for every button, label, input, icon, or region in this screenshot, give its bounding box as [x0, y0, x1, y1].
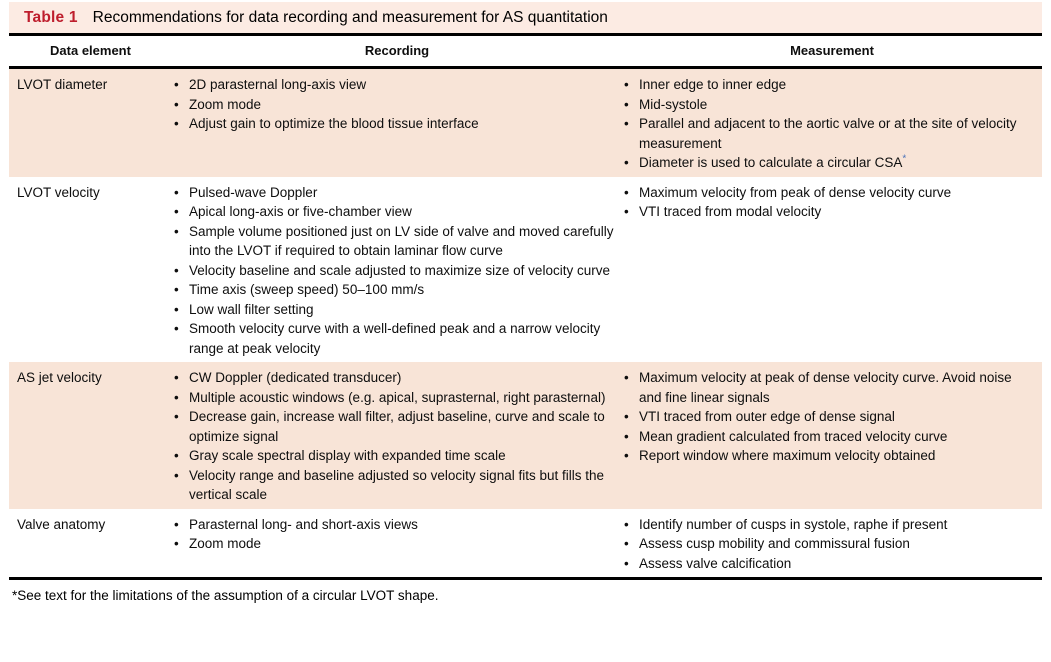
bullet-item: • Parasternal long- and short-axis views	[172, 515, 622, 535]
column-headers	[9, 36, 1042, 66]
table-row	[9, 177, 1042, 363]
data-element-cell: LVOT velocity	[17, 184, 100, 200]
table-number: Table 1	[24, 8, 78, 26]
bullet-item: • CW Doppler (dedicated transducer)	[172, 368, 622, 388]
measurement-cell	[622, 368, 1042, 505]
bullet-list	[172, 183, 622, 359]
bullet-list	[172, 368, 622, 505]
recording-cell	[172, 515, 622, 574]
table-caption: Recommendations for data recording and measurement for AS quantitation	[92, 8, 608, 26]
table-row	[9, 509, 1042, 578]
table-row	[9, 362, 1042, 509]
bullet-item: • Apical long-axis or five-chamber view	[172, 202, 622, 222]
bullet-item: • Adjust gain to optimize the blood tissue interface	[172, 114, 622, 134]
bullet-list	[172, 75, 622, 134]
bullet-item: • Mid-systole	[622, 95, 1042, 115]
bullet-item: • Multiple acoustic windows (e.g. apical, suprasternal, right parasternal)	[172, 388, 622, 408]
bullet-item: • Gray scale spectral display with expanded time scale	[172, 446, 622, 466]
bullet-item: • Time axis (sweep speed) 50–100 mm/s	[172, 280, 622, 300]
bullet-list	[622, 515, 1042, 574]
footnote-marker: *	[902, 153, 907, 165]
bullet-item: • Inner edge to inner edge	[622, 75, 1042, 95]
table1	[9, 2, 1042, 603]
column-header-data-element: Data element	[50, 42, 131, 58]
recording-cell	[172, 183, 622, 359]
bullet-item: • VTI traced from modal velocity	[622, 202, 1042, 222]
bullet-item: • Mean gradient calculated from traced velocity curve	[622, 427, 1042, 447]
bullet-list	[622, 183, 1042, 222]
bullet-item: • Maximum velocity at peak of dense velocity curve. Avoid noise and fine linear signals	[622, 368, 1042, 407]
bullet-item: • Zoom mode	[172, 95, 622, 115]
bullet-list	[622, 368, 1042, 466]
bullet-list	[622, 75, 1042, 173]
bullet-item: • Pulsed-wave Doppler	[172, 183, 622, 203]
bullet-item: • Identify number of cusps in systole, raphe if present	[622, 515, 1042, 535]
bullet-item: • Report window where maximum velocity obtained	[622, 446, 1042, 466]
data-element-cell: Valve anatomy	[17, 516, 106, 532]
footnote-text: *See text for the limitations of the assumption of a circular LVOT shape.	[12, 587, 439, 603]
bullet-item: • Assess cusp mobility and commissural fusion	[622, 534, 1042, 554]
bullet-item: • 2D parasternal long-axis view	[172, 75, 622, 95]
measurement-cell	[622, 183, 1042, 359]
bullet-item: • Zoom mode	[172, 534, 622, 554]
column-header-recording: Recording	[364, 42, 430, 58]
bullet-item: • Parallel and adjacent to the aortic valve or at the site of velocity measurement	[622, 114, 1042, 153]
bullet-item: • Low wall filter setting	[172, 300, 622, 320]
bullet-item: • Decrease gain, increase wall filter, adjust baseline, curve and scale to optimize signal	[172, 407, 622, 446]
table-title	[9, 2, 1042, 33]
recording-cell	[172, 75, 622, 173]
bullet-item: • VTI traced from outer edge of dense signal	[622, 407, 1042, 427]
bullet-item: • Maximum velocity from peak of dense velocity curve	[622, 183, 1042, 203]
recording-cell	[172, 368, 622, 505]
measurement-cell	[622, 75, 1042, 173]
footnote	[9, 580, 1042, 603]
bullet-list	[172, 515, 622, 554]
column-header-measurement: Measurement	[790, 42, 874, 58]
bullet-item: • Assess valve calcification	[622, 554, 1042, 574]
bullet-item: • Diameter is used to calculate a circular CSA*	[622, 153, 1042, 173]
table-body	[9, 69, 1042, 577]
table-row	[9, 69, 1042, 177]
bullet-item: • Sample volume positioned just on LV side of valve and moved carefully into the LVOT if required to obtain laminar flow curve	[172, 222, 622, 261]
data-element-cell: LVOT diameter	[17, 77, 108, 92]
data-element-cell: AS jet velocity	[17, 370, 102, 385]
measurement-cell	[622, 515, 1042, 574]
bullet-item: • Velocity range and baseline adjusted so velocity signal fits but fills the vertical scale	[172, 466, 622, 505]
bullet-item: • Velocity baseline and scale adjusted to maximize size of velocity curve	[172, 261, 622, 281]
bullet-item: • Smooth velocity curve with a well-defined peak and a narrow velocity range at peak velocity	[172, 319, 622, 358]
